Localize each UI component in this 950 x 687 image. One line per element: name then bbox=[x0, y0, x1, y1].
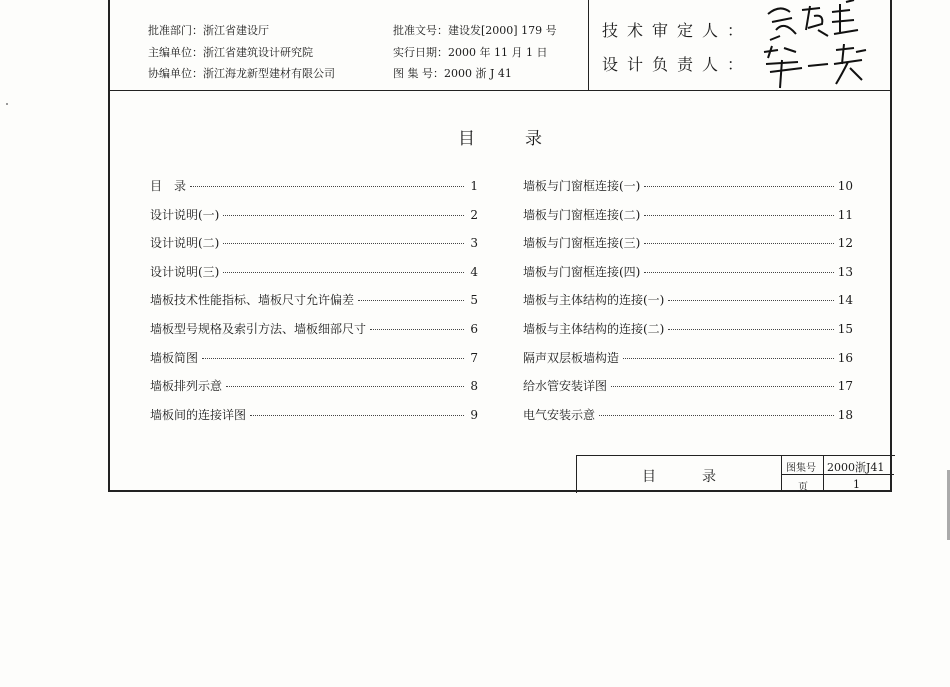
toc-entry-label: 设计说明(三) bbox=[150, 265, 220, 279]
toc-entry-label: 隔声双层板墙构造 bbox=[523, 351, 620, 365]
toc-entry-page: 4 bbox=[470, 265, 478, 279]
design-lead-label: 设计负责人： bbox=[602, 55, 753, 74]
toc-row bbox=[523, 206, 853, 222]
toc-entry-page: 18 bbox=[837, 408, 853, 422]
toc-entry-page: 5 bbox=[470, 293, 478, 307]
chief-unit: 主编单位：浙江省建筑设计研究院 bbox=[148, 46, 313, 59]
toc-entry-label: 电气安装示意 bbox=[523, 408, 596, 422]
toc-leader-dots bbox=[668, 320, 833, 330]
toc-entry-page: 9 bbox=[470, 408, 478, 422]
toc-title: 目录 bbox=[458, 129, 592, 149]
reviewer-signature bbox=[762, 0, 872, 42]
header-divider bbox=[110, 90, 890, 91]
toc-row bbox=[150, 234, 478, 250]
toc-leader-dots bbox=[226, 377, 464, 387]
toc-entry-label: 墙板排列示意 bbox=[150, 379, 223, 393]
co-unit: 协编单位：浙江海龙新型建材有限公司 bbox=[148, 67, 335, 80]
toc-row bbox=[150, 377, 478, 393]
toc-row bbox=[150, 349, 478, 365]
toc-entry-page: 12 bbox=[837, 236, 853, 250]
toc-row bbox=[523, 349, 853, 365]
toc-entry-page: 1 bbox=[470, 179, 478, 193]
effective-date: 实行日期：2000 年 11 月 1 日 bbox=[393, 46, 548, 59]
toc-entry-page: 17 bbox=[837, 379, 853, 393]
toc-row bbox=[150, 320, 478, 336]
drawing-frame bbox=[108, 0, 892, 492]
approval-number: 批准文号：建设发[2000] 179 号 bbox=[393, 24, 557, 37]
toc-entry-label: 给水管安装详图 bbox=[523, 379, 608, 393]
title-block-name: 目 录 bbox=[642, 469, 732, 485]
toc-entry-label: 墙板与门窗框连接(三) bbox=[523, 236, 641, 250]
approval-dept: 批准部门：浙江省建设厅 bbox=[148, 24, 269, 37]
toc-entry-page: 8 bbox=[470, 379, 478, 393]
toc-entry-label: 墙板与门窗框连接(四) bbox=[523, 265, 641, 279]
toc-row bbox=[150, 291, 478, 307]
toc-entry-page: 3 bbox=[470, 236, 478, 250]
toc-entry-page: 10 bbox=[837, 179, 853, 193]
toc-entry-page: 6 bbox=[470, 322, 478, 336]
toc-leader-dots bbox=[202, 349, 464, 359]
toc-leader-dots bbox=[599, 406, 834, 416]
toc-row bbox=[523, 291, 853, 307]
design-lead-signature bbox=[758, 44, 883, 90]
toc-row bbox=[523, 234, 853, 250]
toc-leader-dots bbox=[644, 206, 833, 216]
tech-review-label: 技术审定人： bbox=[602, 21, 753, 40]
title-block-label-divider bbox=[823, 455, 824, 492]
toc-leader-dots bbox=[190, 177, 464, 187]
toc-leader-dots bbox=[644, 263, 833, 273]
toc-leader-dots bbox=[668, 291, 833, 301]
toc-entry-label: 设计说明(一) bbox=[150, 208, 220, 222]
toc-entry-label: 设计说明(二) bbox=[150, 236, 220, 250]
header-vertical-divider bbox=[588, 0, 589, 90]
atlas-number: 图 集 号：2000 浙 J 41 bbox=[393, 67, 512, 80]
toc-leader-dots bbox=[644, 177, 833, 187]
title-block-page-label: 页 bbox=[798, 482, 808, 493]
toc-leader-dots bbox=[250, 406, 464, 416]
toc-leader-dots bbox=[223, 206, 464, 216]
toc-row bbox=[523, 406, 853, 422]
toc-entry-label: 墙板与主体结构的连接(二) bbox=[523, 322, 665, 336]
toc-leader-dots bbox=[223, 263, 464, 273]
toc-entry-label: 墙板型号规格及索引方法、墙板细部尺寸 bbox=[150, 322, 367, 336]
toc-row bbox=[150, 263, 478, 279]
toc-entry-label: 墙板与门窗框连接(一) bbox=[523, 179, 641, 193]
title-block-page-value: 1 bbox=[853, 478, 860, 491]
toc-leader-dots bbox=[370, 320, 464, 330]
toc-leader-dots bbox=[644, 234, 833, 244]
toc-entry-page: 13 bbox=[837, 265, 853, 279]
toc-entry-page: 11 bbox=[837, 208, 853, 222]
toc-leader-dots bbox=[358, 291, 464, 301]
toc-entry-label: 墙板间的连接详图 bbox=[150, 408, 247, 422]
toc-leader-dots bbox=[611, 377, 834, 387]
toc-entry-label: 墙板技术性能指标、墙板尺寸允许偏差 bbox=[150, 293, 355, 307]
toc-entry-label: 墙板简图 bbox=[150, 351, 199, 365]
toc-row bbox=[523, 377, 853, 393]
toc-row bbox=[150, 177, 478, 193]
toc-entry-label: 墙板与门窗框连接(二) bbox=[523, 208, 641, 222]
toc-leader-dots bbox=[223, 234, 464, 244]
toc-entry-page: 15 bbox=[837, 322, 853, 336]
toc-row bbox=[523, 320, 853, 336]
toc-row bbox=[523, 263, 853, 279]
toc-entry-page: 14 bbox=[837, 293, 853, 307]
toc-entry-label: 目 录 bbox=[150, 179, 187, 193]
scan-speck bbox=[6, 103, 8, 105]
toc-leader-dots bbox=[623, 349, 834, 359]
toc-entry-page: 7 bbox=[470, 351, 478, 365]
toc-entry-page: 2 bbox=[470, 208, 478, 222]
toc-entry-page: 16 bbox=[837, 351, 853, 365]
toc-row bbox=[523, 177, 853, 193]
toc-row bbox=[150, 406, 478, 422]
title-block-atlas-value: 2000浙J41 bbox=[827, 461, 885, 474]
title-block-atlas-label: 图集号 bbox=[786, 463, 816, 474]
toc-entry-label: 墙板与主体结构的连接(一) bbox=[523, 293, 665, 307]
toc-row bbox=[150, 206, 478, 222]
